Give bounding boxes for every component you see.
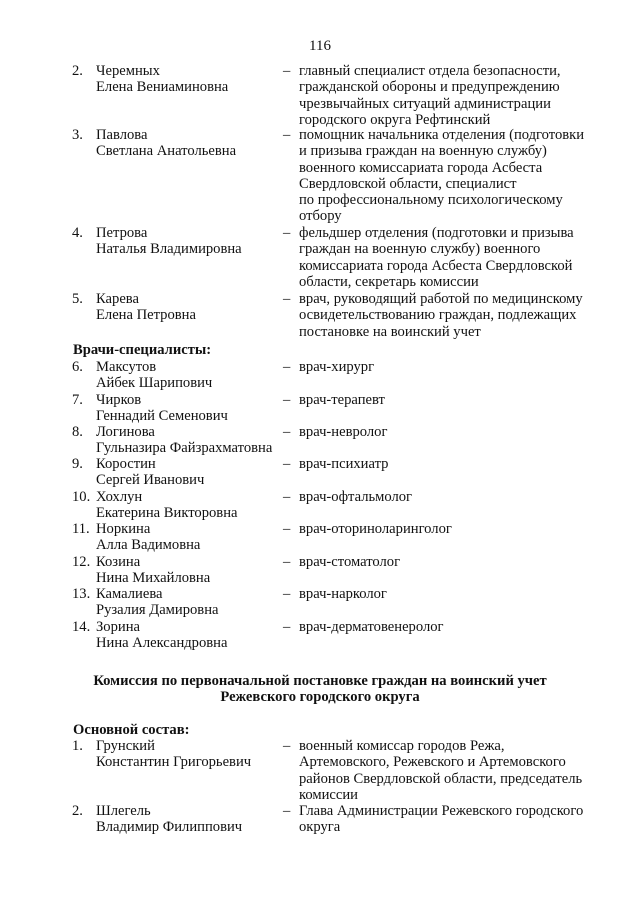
- dash-separator: –: [283, 803, 291, 819]
- dash-separator: –: [283, 738, 291, 754]
- item-number: 6.: [72, 359, 83, 375]
- dash-separator: –: [283, 489, 291, 505]
- name-line: Павлова: [96, 127, 148, 143]
- person-name: [96, 225, 286, 258]
- role-line: врач-нарколог: [299, 586, 387, 602]
- item-number: 4.: [72, 225, 83, 241]
- person-name: [96, 456, 286, 489]
- name-line: Коростин: [96, 456, 156, 472]
- role-line: врач-хирург: [299, 359, 375, 375]
- item-number: 12.: [72, 554, 91, 570]
- role-line: фельдшер отделения (подготовки и призыва: [299, 225, 574, 241]
- person-role: [299, 424, 621, 440]
- dash-separator: –: [283, 359, 291, 375]
- role-line: постановке на воинский учет: [299, 323, 481, 340]
- person-role: [299, 521, 621, 537]
- name-line: Елена Вениаминовна: [96, 79, 229, 96]
- role-line: военного комиссариата города Асбеста: [299, 159, 543, 176]
- person-role: [299, 489, 621, 505]
- role-line: военный комиссар городов Режа,: [299, 738, 505, 754]
- role-line: врач-терапевт: [299, 392, 385, 408]
- dash-separator: –: [283, 63, 291, 79]
- person-role: [299, 63, 621, 128]
- role-line: комиссариата города Асбеста Свердловской: [299, 257, 573, 274]
- role-line: врач-невролог: [299, 424, 388, 440]
- name-line: Екатерина Викторовна: [96, 505, 238, 522]
- person-role: [299, 359, 621, 375]
- item-number: 11.: [72, 521, 90, 537]
- role-line: гражданской обороны и предупреждению: [299, 79, 560, 96]
- name-line: Наталья Владимировна: [96, 241, 242, 258]
- person-role: [299, 619, 621, 635]
- person-name: [96, 619, 286, 652]
- role-line: граждан на военную службу) военного: [299, 241, 541, 258]
- person-name: [96, 291, 286, 324]
- person-name: [96, 424, 286, 457]
- name-line: Карева: [96, 291, 139, 307]
- page-number: 116: [309, 38, 331, 54]
- role-line: освидетельствованию граждан, подлежащих: [299, 307, 577, 324]
- role-line: и призыва граждан на военную службу): [299, 143, 547, 160]
- person-name: [96, 554, 286, 587]
- role-line: районов Свердловской области, председатель: [299, 770, 583, 787]
- item-number: 13.: [72, 586, 91, 602]
- name-line: Нина Михайловна: [96, 570, 211, 587]
- person-name: [96, 392, 286, 425]
- role-line: Свердловской области, специалист: [299, 175, 517, 192]
- role-line: врач-дерматовенеролог: [299, 619, 444, 635]
- name-line: Логинова: [96, 424, 155, 440]
- role-line: чрезвычайных ситуаций администрации: [299, 95, 551, 112]
- name-line: Черемных: [96, 63, 160, 79]
- name-line: Грунский: [96, 738, 155, 754]
- name-line: Нина Александровна: [96, 635, 228, 652]
- person-role: [299, 291, 621, 340]
- item-number: 9.: [72, 456, 83, 472]
- name-line: Сергей Иванович: [96, 472, 205, 489]
- doctors-heading: Врачи-специалисты:: [73, 342, 212, 358]
- role-line: области, секретарь комиссии: [299, 273, 479, 290]
- role-line: врач-стоматолог: [299, 554, 401, 570]
- role-line: Глава Администрации Режевского городского: [299, 803, 584, 819]
- role-line: городского округа Рефтинский: [299, 111, 491, 128]
- dash-separator: –: [283, 127, 291, 143]
- person-role: [299, 392, 621, 408]
- person-role: [299, 586, 621, 602]
- role-line: отбору: [299, 208, 342, 225]
- name-line: Козина: [96, 554, 141, 570]
- main-composition-heading: Основной состав:: [73, 722, 190, 738]
- name-line: Рузалия Дамировна: [96, 602, 219, 619]
- item-number: 2.: [72, 63, 83, 79]
- dash-separator: –: [283, 521, 291, 537]
- role-line: врач, руководящий работой по медицинскому: [299, 291, 583, 307]
- person-name: [96, 803, 286, 836]
- commission-title-line: Режевского городского округа: [220, 689, 420, 706]
- dash-separator: –: [283, 554, 291, 570]
- dash-separator: –: [283, 291, 291, 307]
- person-role: [299, 554, 621, 570]
- name-line: Петрова: [96, 225, 148, 241]
- person-role: [299, 803, 621, 836]
- role-line: комиссии: [299, 786, 358, 803]
- dash-separator: –: [283, 424, 291, 440]
- role-line: врач-офтальмолог: [299, 489, 413, 505]
- person-role: [299, 456, 621, 472]
- role-line: помощник начальника отделения (подготовки: [299, 127, 585, 143]
- dash-separator: –: [283, 225, 291, 241]
- name-line: Максутов: [96, 359, 157, 375]
- dash-separator: –: [283, 619, 291, 635]
- name-line: Норкина: [96, 521, 151, 537]
- item-number: 10.: [72, 489, 91, 505]
- item-number: 14.: [72, 619, 91, 635]
- person-name: [96, 586, 286, 619]
- item-number: 2.: [72, 803, 83, 819]
- person-name: [96, 63, 286, 96]
- role-line: врач-оториноларинголог: [299, 521, 452, 537]
- name-line: Зорина: [96, 619, 141, 635]
- name-line: Чирков: [96, 392, 142, 408]
- role-line: главный специалист отдела безопасности,: [299, 63, 561, 79]
- person-name: [96, 359, 286, 392]
- person-name: [96, 489, 286, 522]
- role-line: Артемовского, Режевского и Артемовского: [299, 754, 566, 771]
- item-number: 5.: [72, 291, 83, 307]
- role-line: врач-психиатр: [299, 456, 389, 472]
- person-role: [299, 225, 621, 290]
- name-line: Гульназира Файзрахматовна: [96, 440, 273, 457]
- name-line: Камалиева: [96, 586, 163, 602]
- dash-separator: –: [283, 392, 291, 408]
- name-line: Владимир Филиппович: [96, 819, 243, 836]
- name-line: Елена Петровна: [96, 307, 196, 324]
- item-number: 8.: [72, 424, 83, 440]
- person-name: [96, 738, 286, 771]
- item-number: 7.: [72, 392, 83, 408]
- dash-separator: –: [283, 456, 291, 472]
- name-line: Айбек Шарипович: [96, 375, 213, 392]
- item-number: 1.: [72, 738, 83, 754]
- role-line: округа: [299, 819, 341, 836]
- name-line: Константин Григорьевич: [96, 754, 252, 771]
- commission-title: [0, 673, 640, 706]
- commission-title-line: Комиссия по первоначальной постановке граждан на воинский учет: [93, 673, 547, 689]
- name-line: Шлегель: [96, 803, 151, 819]
- name-line: Светлана Анатольевна: [96, 143, 237, 160]
- person-role: [299, 127, 621, 225]
- person-role: [299, 738, 621, 803]
- person-name: [96, 127, 286, 160]
- role-line: по профессиональному психологическому: [299, 192, 563, 209]
- name-line: Алла Вадимовна: [96, 537, 201, 554]
- name-line: Хохлун: [96, 489, 143, 505]
- person-name: [96, 521, 286, 554]
- name-line: Геннадий Семенович: [96, 408, 228, 425]
- dash-separator: –: [283, 586, 291, 602]
- item-number: 3.: [72, 127, 83, 143]
